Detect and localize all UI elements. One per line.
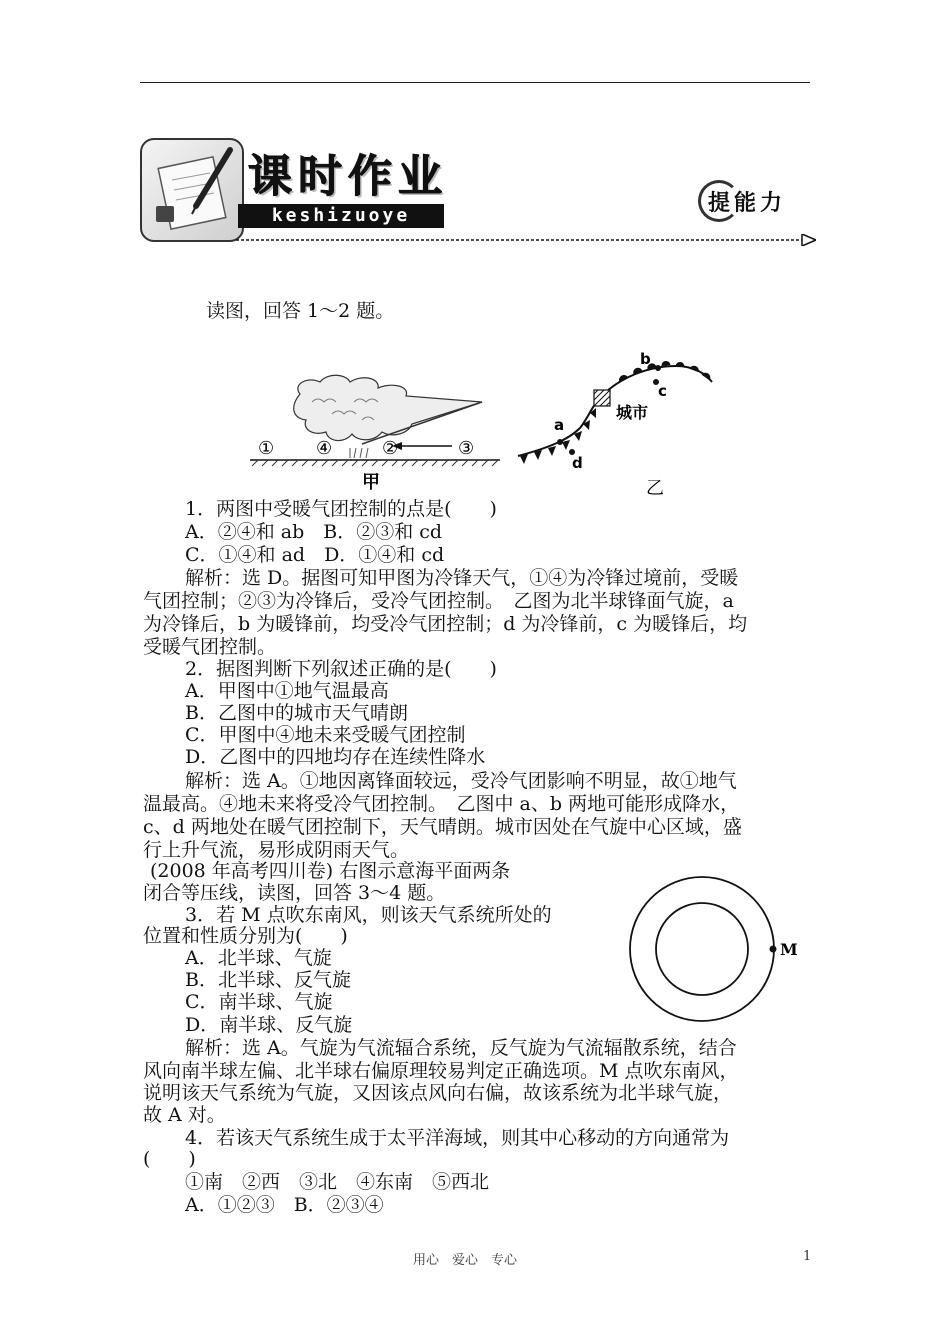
q1-analysis-1: 解析：选 D。据图可知甲图为冷锋天气，①④为冷锋过境前，受暖 — [185, 567, 739, 589]
intro-1: 读图，回答 1～2 题。 — [206, 300, 395, 322]
q3-stem-1: 3．若 M 点吹东南风，则该天气系统所处的 — [185, 904, 552, 926]
q1-analysis-4: 受暖气团控制。 — [143, 636, 277, 658]
label-2: ② — [382, 438, 399, 459]
notebook-pen-icon — [140, 138, 244, 242]
intro-2-line-1: (2008 年高考四川卷) 右图示意海平面两条 — [150, 860, 511, 882]
label-1: ① — [258, 438, 275, 459]
badge-label: 提能力 — [708, 191, 787, 216]
figure-jia — [242, 372, 504, 498]
q3-option-b: B．北半球、反气旋 — [185, 969, 351, 991]
q3-option-c: C．南半球、气旋 — [185, 991, 333, 1013]
q2-stem: 2．据图判断下列叙述正确的是( ) — [185, 658, 497, 680]
point-d: d — [572, 454, 583, 472]
page-number: 1 — [803, 1249, 812, 1264]
point-b: b — [640, 350, 651, 368]
q2-option-a: A．甲图中①地气温最高 — [185, 680, 389, 702]
q1-analysis-3: 为冷锋后，b 为暖锋前，均受冷气团控制；d 为冷锋前，c 为暖锋后，均 — [143, 613, 748, 635]
section-banner — [140, 138, 820, 248]
q2-analysis-2: 温最高。④地未来将受冷气团控制。 乙图中 a、b 两地可能形成降水， — [143, 793, 740, 815]
q2-option-b: B．乙图中的城市天气晴朗 — [185, 702, 408, 724]
banner-arrow — [236, 234, 816, 246]
q1-options-ab: A．②④和 ab B．②③和 cd — [185, 521, 443, 543]
intro-2-line-2: 闭合等压线，读图，回答 3～4 题。 — [143, 882, 446, 904]
q2-analysis-3: c、d 两地处在暖气团控制下，天气晴朗。城市因处在气旋中心区域，盛 — [143, 816, 742, 838]
q4-stem-2: ( ) — [143, 1148, 196, 1170]
q4-stem-1: 4．若该天气系统生成于太平洋海域，则其中心移动的方向通常为 — [185, 1127, 730, 1149]
point-m: M — [780, 940, 798, 959]
figure-isobars — [618, 872, 818, 1032]
q3-analysis-2: 风向南半球左偏、北半球右偏原理较易判定正确选项。M 点吹东南风， — [143, 1060, 739, 1082]
q3-analysis-3: 说明该天气系统为气旋，又因该点风向右偏，故该系统为北半球气旋， — [143, 1082, 733, 1104]
q2-analysis-1: 解析：选 A。①地因离锋面较远，受冷气团影响不明显，故①地气 — [185, 770, 737, 792]
label-4: ④ — [316, 438, 333, 459]
q2-option-c: C．甲图中④地未来受暖气团控制 — [185, 724, 466, 746]
q3-analysis-1: 解析：选 A。气旋为气流辐合系统，反气旋为气流辐散系统，结合 — [185, 1037, 737, 1059]
city-label: 城市 — [616, 403, 649, 422]
footer-motto: 用心 爱心 专心 — [413, 1253, 518, 1268]
q1-options-cd: C．①④和 ad D．①④和 cd — [185, 544, 445, 566]
figure-jia-caption: 甲 — [362, 472, 380, 493]
q1-stem: 1．两图中受暖气团控制的点是( ) — [185, 498, 497, 520]
q2-option-d: D．乙图中的四地均存在连续性降水 — [185, 746, 486, 768]
point-a: a — [554, 416, 565, 434]
q3-option-d: D．南半球、反气旋 — [185, 1014, 353, 1036]
label-3: ③ — [458, 438, 475, 459]
figure-yi-caption: 乙 — [646, 478, 664, 498]
ability-badge — [698, 182, 787, 216]
figure-yi — [508, 344, 720, 498]
q3-stem-2: 位置和性质分别为( ) — [143, 925, 348, 947]
q1-analysis-2: 气团控制；②③为冷锋后，受冷气团控制。 乙图为北半球锋面气旋，a — [143, 590, 734, 612]
banner-pinyin: keshizuoye — [238, 204, 444, 228]
banner-title: 课时作业 — [248, 151, 448, 202]
point-c: c — [658, 382, 667, 400]
q4-choices: ①南 ②西 ③北 ④东南 ⑤西北 — [185, 1171, 490, 1193]
q3-analysis-4: 故 A 对。 — [143, 1104, 226, 1126]
q2-analysis-4: 行上升气流，易形成阴雨天气。 — [143, 839, 410, 861]
header-rule — [140, 82, 810, 83]
q3-option-a: A．北半球、气旋 — [185, 947, 332, 969]
q4-options-ab: A．①②③ B．②③④ — [185, 1194, 384, 1216]
